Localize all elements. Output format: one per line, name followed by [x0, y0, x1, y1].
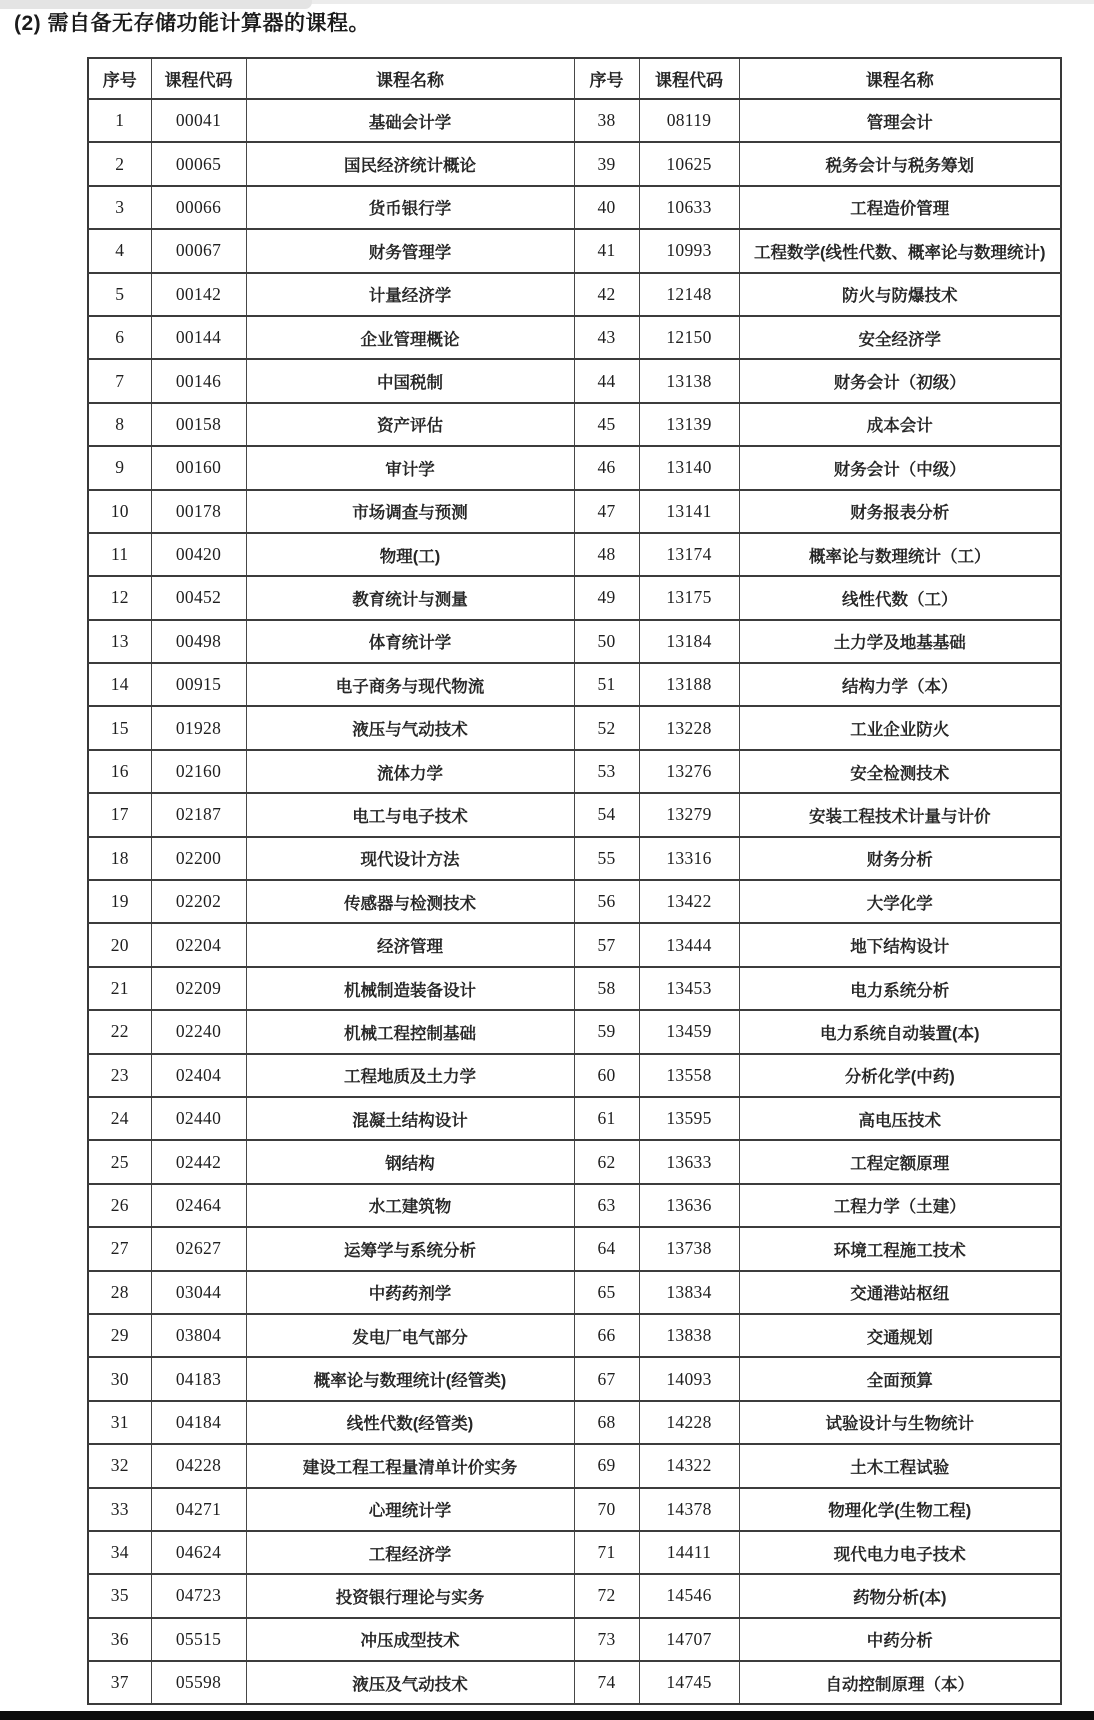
table-row: [88, 1488, 1061, 1531]
course-name-cell: 安全经济学: [739, 316, 1061, 359]
row-number-cell: 63: [574, 1184, 639, 1227]
course-code-cell: 13174: [639, 533, 739, 576]
course-name-cell: 安全检测技术: [739, 750, 1061, 793]
course-name-cell: 建设工程工程量清单计价实务: [246, 1444, 574, 1487]
row-number-cell: 20: [88, 923, 151, 966]
course-code-cell: 13459: [639, 1010, 739, 1053]
table-row: [88, 1097, 1061, 1140]
row-number-cell: 74: [574, 1661, 639, 1704]
row-number-cell: 15: [88, 706, 151, 749]
row-number-cell: 73: [574, 1618, 639, 1661]
row-number-cell: 68: [574, 1401, 639, 1444]
course-code-cell: 00146: [151, 359, 246, 402]
course-code-cell: 02202: [151, 880, 246, 923]
course-name-cell: 工程地质及土力学: [246, 1054, 574, 1097]
course-code-cell: 14707: [639, 1618, 739, 1661]
course-name-cell: 自动控制原理（本）: [739, 1661, 1061, 1704]
course-name-cell: 机械工程控制基础: [246, 1010, 574, 1053]
course-code-cell: 03804: [151, 1314, 246, 1357]
table-row: [88, 446, 1061, 489]
row-number-cell: 70: [574, 1488, 639, 1531]
table-row: [88, 880, 1061, 923]
table-row: [88, 1227, 1061, 1270]
course-name-cell: 高电压技术: [739, 1097, 1061, 1140]
row-number-cell: 7: [88, 359, 151, 402]
row-number-cell: 23: [88, 1054, 151, 1097]
course-name-cell: 液压与气动技术: [246, 706, 574, 749]
course-code-cell: 13738: [639, 1227, 739, 1270]
course-name-cell: 概率论与数理统计（工）: [739, 533, 1061, 576]
course-name-cell: 中药分析: [739, 1618, 1061, 1661]
row-number-cell: 39: [574, 142, 639, 185]
row-number-cell: 45: [574, 403, 639, 446]
course-name-cell: 安装工程技术计量与计价: [739, 793, 1061, 836]
course-name-cell: 现代设计方法: [246, 837, 574, 880]
row-number-cell: 35: [88, 1574, 151, 1617]
course-name-cell: 结构力学（本）: [739, 663, 1061, 706]
course-code-cell: 00144: [151, 316, 246, 359]
course-name-cell: 交通规划: [739, 1314, 1061, 1357]
row-number-cell: 53: [574, 750, 639, 793]
course-name-cell: 教育统计与测量: [246, 576, 574, 619]
row-number-cell: 38: [574, 99, 639, 142]
course-name-cell: 传感器与检测技术: [246, 880, 574, 923]
table-row: [88, 359, 1061, 402]
row-number-cell: 24: [88, 1097, 151, 1140]
table-row: [88, 533, 1061, 576]
course-code-cell: 04723: [151, 1574, 246, 1617]
course-name-cell: 物理(工): [246, 533, 574, 576]
course-code-cell: 14378: [639, 1488, 739, 1531]
row-number-cell: 28: [88, 1271, 151, 1314]
column-header-seq-right: 序号: [574, 58, 639, 99]
course-name-cell: 防火与防爆技术: [739, 273, 1061, 316]
course-code-cell: 13558: [639, 1054, 739, 1097]
course-code-cell: 13595: [639, 1097, 739, 1140]
row-number-cell: 62: [574, 1140, 639, 1183]
row-number-cell: 56: [574, 880, 639, 923]
row-number-cell: 29: [88, 1314, 151, 1357]
course-name-cell: 审计学: [246, 446, 574, 489]
row-number-cell: 19: [88, 880, 151, 923]
row-number-cell: 65: [574, 1271, 639, 1314]
row-number-cell: 58: [574, 967, 639, 1010]
course-code-cell: 13838: [639, 1314, 739, 1357]
course-code-cell: 14411: [639, 1531, 739, 1574]
column-header-code-left: 课程代码: [151, 58, 246, 99]
course-code-cell: 05598: [151, 1661, 246, 1704]
table-row: [88, 1661, 1061, 1704]
row-number-cell: 5: [88, 273, 151, 316]
course-name-cell: 钢结构: [246, 1140, 574, 1183]
course-name-cell: 财务分析: [739, 837, 1061, 880]
course-code-cell: 10633: [639, 186, 739, 229]
course-code-cell: 12150: [639, 316, 739, 359]
row-number-cell: 42: [574, 273, 639, 316]
table-row: [88, 1010, 1061, 1053]
course-code-cell: 13140: [639, 446, 739, 489]
row-number-cell: 11: [88, 533, 151, 576]
table-row: [88, 273, 1061, 316]
row-number-cell: 32: [88, 1444, 151, 1487]
table-row: [88, 1618, 1061, 1661]
course-name-cell: 全面预算: [739, 1357, 1061, 1400]
table-row: [88, 967, 1061, 1010]
row-number-cell: 48: [574, 533, 639, 576]
course-name-cell: 工程经济学: [246, 1531, 574, 1574]
table-row: [88, 1401, 1061, 1444]
course-code-cell: 05515: [151, 1618, 246, 1661]
row-number-cell: 64: [574, 1227, 639, 1270]
row-number-cell: 25: [88, 1140, 151, 1183]
course-code-cell: 13184: [639, 620, 739, 663]
course-code-cell: 04271: [151, 1488, 246, 1531]
table-row: [88, 229, 1061, 272]
row-number-cell: 50: [574, 620, 639, 663]
course-code-cell: 02464: [151, 1184, 246, 1227]
course-code-cell: 02160: [151, 750, 246, 793]
row-number-cell: 3: [88, 186, 151, 229]
course-code-cell: 02187: [151, 793, 246, 836]
row-number-cell: 51: [574, 663, 639, 706]
course-code-cell: 14745: [639, 1661, 739, 1704]
row-number-cell: 55: [574, 837, 639, 880]
table-row: [88, 142, 1061, 185]
row-number-cell: 12: [88, 576, 151, 619]
course-name-cell: 体育统计学: [246, 620, 574, 663]
course-code-cell: 10993: [639, 229, 739, 272]
course-code-cell: 13228: [639, 706, 739, 749]
row-number-cell: 17: [88, 793, 151, 836]
table-row: [88, 750, 1061, 793]
course-table-body: [88, 99, 1061, 1704]
course-name-cell: 市场调查与预测: [246, 490, 574, 533]
course-name-cell: 财务会计（中级）: [739, 446, 1061, 489]
course-code-cell: 14228: [639, 1401, 739, 1444]
course-name-cell: 运筹学与系统分析: [246, 1227, 574, 1270]
table-row: [88, 99, 1061, 142]
course-name-cell: 液压及气动技术: [246, 1661, 574, 1704]
course-code-cell: 00067: [151, 229, 246, 272]
course-name-cell: 土木工程试验: [739, 1444, 1061, 1487]
course-code-cell: 02209: [151, 967, 246, 1010]
row-number-cell: 59: [574, 1010, 639, 1053]
course-name-cell: 发电厂电气部分: [246, 1314, 574, 1357]
row-number-cell: 71: [574, 1531, 639, 1574]
row-number-cell: 30: [88, 1357, 151, 1400]
course-name-cell: 水工建筑物: [246, 1184, 574, 1227]
course-code-cell: 13141: [639, 490, 739, 533]
course-code-cell: 00065: [151, 142, 246, 185]
row-number-cell: 9: [88, 446, 151, 489]
table-header-row: [88, 58, 1061, 99]
course-name-cell: 成本会计: [739, 403, 1061, 446]
course-code-cell: 04183: [151, 1357, 246, 1400]
table-row: [88, 1444, 1061, 1487]
table-row: [88, 923, 1061, 966]
course-name-cell: 工程定额原理: [739, 1140, 1061, 1183]
course-code-cell: 13444: [639, 923, 739, 966]
course-name-cell: 现代电力电子技术: [739, 1531, 1061, 1574]
row-number-cell: 18: [88, 837, 151, 880]
course-code-cell: 13276: [639, 750, 739, 793]
table-row: [88, 837, 1061, 880]
course-name-cell: 地下结构设计: [739, 923, 1061, 966]
course-name-cell: 财务报表分析: [739, 490, 1061, 533]
course-name-cell: 税务会计与税务筹划: [739, 142, 1061, 185]
table-row: [88, 403, 1061, 446]
course-name-cell: 电力系统分析: [739, 967, 1061, 1010]
course-name-cell: 环境工程施工技术: [739, 1227, 1061, 1270]
table-row: [88, 1314, 1061, 1357]
course-name-cell: 冲压成型技术: [246, 1618, 574, 1661]
row-number-cell: 8: [88, 403, 151, 446]
table-row: [88, 1140, 1061, 1183]
course-code-cell: 04624: [151, 1531, 246, 1574]
bottom-black-bar: [0, 1711, 1094, 1720]
course-code-cell: 00066: [151, 186, 246, 229]
course-name-cell: 工业企业防火: [739, 706, 1061, 749]
page-title: (2) 需自备无存储功能计算器的课程。: [14, 12, 370, 35]
course-name-cell: 国民经济统计概论: [246, 142, 574, 185]
course-code-cell: 02200: [151, 837, 246, 880]
row-number-cell: 27: [88, 1227, 151, 1270]
course-code-cell: 02442: [151, 1140, 246, 1183]
course-name-cell: 交通港站枢纽: [739, 1271, 1061, 1314]
table-row: [88, 576, 1061, 619]
row-number-cell: 33: [88, 1488, 151, 1531]
course-name-cell: 机械制造装备设计: [246, 967, 574, 1010]
table-row: [88, 490, 1061, 533]
course-code-cell: 13422: [639, 880, 739, 923]
column-header-code-right: 课程代码: [639, 58, 739, 99]
course-name-cell: 工程力学（土建）: [739, 1184, 1061, 1227]
row-number-cell: 22: [88, 1010, 151, 1053]
table-row: [88, 793, 1061, 836]
course-name-cell: 财务会计（初级）: [739, 359, 1061, 402]
course-name-cell: 资产评估: [246, 403, 574, 446]
course-name-cell: 工程数学(线性代数、概率论与数理统计): [739, 229, 1061, 272]
course-name-cell: 物理化学(生物工程): [739, 1488, 1061, 1531]
row-number-cell: 16: [88, 750, 151, 793]
table-row: [88, 706, 1061, 749]
course-code-cell: 02240: [151, 1010, 246, 1053]
row-number-cell: 69: [574, 1444, 639, 1487]
row-number-cell: 66: [574, 1314, 639, 1357]
course-code-cell: 12148: [639, 273, 739, 316]
row-number-cell: 37: [88, 1661, 151, 1704]
table-row: [88, 1574, 1061, 1617]
course-name-cell: 财务管理学: [246, 229, 574, 272]
course-table: [87, 57, 1062, 1705]
course-code-cell: 04184: [151, 1401, 246, 1444]
table-row: [88, 1184, 1061, 1227]
row-number-cell: 52: [574, 706, 639, 749]
row-number-cell: 60: [574, 1054, 639, 1097]
course-name-cell: 管理会计: [739, 99, 1061, 142]
course-code-cell: 02440: [151, 1097, 246, 1140]
row-number-cell: 21: [88, 967, 151, 1010]
row-number-cell: 10: [88, 490, 151, 533]
table-row: [88, 1271, 1061, 1314]
table-row: [88, 316, 1061, 359]
column-header-name-left: 课程名称: [246, 58, 574, 99]
course-code-cell: 00452: [151, 576, 246, 619]
course-code-cell: 02627: [151, 1227, 246, 1270]
course-code-cell: 03044: [151, 1271, 246, 1314]
course-code-cell: 08119: [639, 99, 739, 142]
row-number-cell: 14: [88, 663, 151, 706]
row-number-cell: 31: [88, 1401, 151, 1444]
course-code-cell: 10625: [639, 142, 739, 185]
row-number-cell: 67: [574, 1357, 639, 1400]
course-name-cell: 中国税制: [246, 359, 574, 402]
row-number-cell: 34: [88, 1531, 151, 1574]
course-name-cell: 线性代数(经管类): [246, 1401, 574, 1444]
column-header-seq-left: 序号: [88, 58, 151, 99]
course-code-cell: 04228: [151, 1444, 246, 1487]
row-number-cell: 57: [574, 923, 639, 966]
course-code-cell: 13139: [639, 403, 739, 446]
course-name-cell: 工程造价管理: [739, 186, 1061, 229]
row-number-cell: 13: [88, 620, 151, 663]
row-number-cell: 43: [574, 316, 639, 359]
row-number-cell: 2: [88, 142, 151, 185]
course-code-cell: 00041: [151, 99, 246, 142]
course-name-cell: 大学化学: [739, 880, 1061, 923]
column-header-name-right: 课程名称: [739, 58, 1061, 99]
course-code-cell: 00178: [151, 490, 246, 533]
table-row: [88, 186, 1061, 229]
course-code-cell: 01928: [151, 706, 246, 749]
course-code-cell: 02404: [151, 1054, 246, 1097]
course-name-cell: 企业管理概论: [246, 316, 574, 359]
course-name-cell: 电工与电子技术: [246, 793, 574, 836]
course-code-cell: 13633: [639, 1140, 739, 1183]
table-row: [88, 620, 1061, 663]
course-code-cell: 13316: [639, 837, 739, 880]
course-name-cell: 基础会计学: [246, 99, 574, 142]
table-row: [88, 1531, 1061, 1574]
course-name-cell: 流体力学: [246, 750, 574, 793]
course-name-cell: 概率论与数理统计(经管类): [246, 1357, 574, 1400]
course-code-cell: 13175: [639, 576, 739, 619]
course-name-cell: 分析化学(中药): [739, 1054, 1061, 1097]
course-code-cell: 13138: [639, 359, 739, 402]
course-code-cell: 13636: [639, 1184, 739, 1227]
course-code-cell: 14093: [639, 1357, 739, 1400]
course-name-cell: 电子商务与现代物流: [246, 663, 574, 706]
row-number-cell: 4: [88, 229, 151, 272]
course-code-cell: 13188: [639, 663, 739, 706]
row-number-cell: 49: [574, 576, 639, 619]
course-code-cell: 00160: [151, 446, 246, 489]
table-row: [88, 1357, 1061, 1400]
course-name-cell: 混凝土结构设计: [246, 1097, 574, 1140]
row-number-cell: 41: [574, 229, 639, 272]
row-number-cell: 36: [88, 1618, 151, 1661]
course-code-cell: 13834: [639, 1271, 739, 1314]
row-number-cell: 72: [574, 1574, 639, 1617]
course-name-cell: 土力学及地基基础: [739, 620, 1061, 663]
course-name-cell: 货币银行学: [246, 186, 574, 229]
course-code-cell: 14322: [639, 1444, 739, 1487]
row-number-cell: 54: [574, 793, 639, 836]
row-number-cell: 1: [88, 99, 151, 142]
course-code-cell: 13279: [639, 793, 739, 836]
course-code-cell: 00142: [151, 273, 246, 316]
course-name-cell: 投资银行理论与实务: [246, 1574, 574, 1617]
row-number-cell: 44: [574, 359, 639, 402]
course-code-cell: 00498: [151, 620, 246, 663]
course-name-cell: 经济管理: [246, 923, 574, 966]
course-name-cell: 线性代数（工）: [739, 576, 1061, 619]
row-number-cell: 47: [574, 490, 639, 533]
table-row: [88, 663, 1061, 706]
row-number-cell: 46: [574, 446, 639, 489]
row-number-cell: 40: [574, 186, 639, 229]
course-name-cell: 中药药剂学: [246, 1271, 574, 1314]
course-name-cell: 计量经济学: [246, 273, 574, 316]
course-code-cell: 00915: [151, 663, 246, 706]
table-row: [88, 1054, 1061, 1097]
course-code-cell: 02204: [151, 923, 246, 966]
course-code-cell: 14546: [639, 1574, 739, 1617]
course-name-cell: 电力系统自动装置(本): [739, 1010, 1061, 1053]
course-name-cell: 药物分析(本): [739, 1574, 1061, 1617]
course-code-cell: 00158: [151, 403, 246, 446]
course-code-cell: 00420: [151, 533, 246, 576]
row-number-cell: 26: [88, 1184, 151, 1227]
course-code-cell: 13453: [639, 967, 739, 1010]
row-number-cell: 6: [88, 316, 151, 359]
row-number-cell: 61: [574, 1097, 639, 1140]
course-name-cell: 试验设计与生物统计: [739, 1401, 1061, 1444]
course-name-cell: 心理统计学: [246, 1488, 574, 1531]
